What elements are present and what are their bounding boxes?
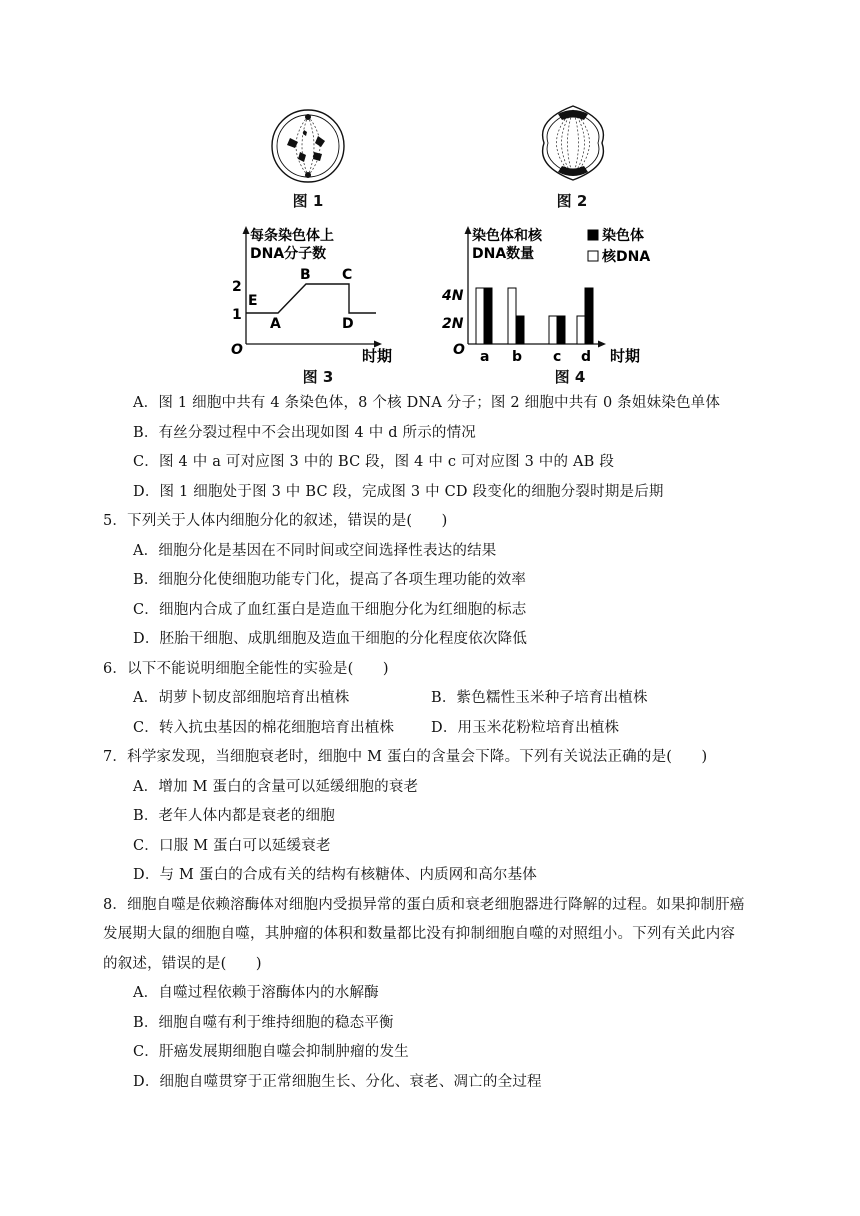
fig4-legend-swatch-chromosome xyxy=(588,230,598,240)
figure-1-caption: 图 1 xyxy=(292,192,324,210)
q5-option-a: A．细胞分化是基因在不同时间或空间选择性表达的结果 xyxy=(133,543,497,559)
fig3-label-E: E xyxy=(248,293,258,309)
fig4-legend-dna: 核DNA xyxy=(602,249,651,265)
fig4-legend-chromosome: 染色体 xyxy=(602,228,644,244)
fig3-origin: O xyxy=(231,342,243,358)
q7-option-d: D．与 M 蛋白的合成有关的结构有核糖体、内质网和高尔基体 xyxy=(133,867,537,883)
fig3-label-D: D xyxy=(342,316,354,332)
fig4-ylabel-line1: 染色体和核 xyxy=(472,228,542,244)
fig4-xtick-b: b xyxy=(512,349,523,365)
fig4-bars xyxy=(476,288,593,344)
q8-stem-line-1: 8．细胞自噬是依赖溶酶体对细胞内受损异常的蛋白质和衰老细胞器进行降解的过程。如果抑制肝癌 xyxy=(103,897,745,913)
q4-option-c: C．图 4 中 a 可对应图 3 中的 BC 段，图 4 中 c 可对应图 3 中的 AB 段 xyxy=(133,454,615,470)
q6-stem: 6．以下不能说明细胞全能性的实验是( ) xyxy=(103,661,389,677)
fig4-xticks xyxy=(480,349,591,365)
figure-2-cell-diagram xyxy=(534,100,612,186)
q7-stem: 7．科学家发现，当细胞衰老时，细胞中 M 蛋白的含量会下降。下列有关说法正确的是( ) xyxy=(103,749,708,765)
q7-option-b: B．老年人体内都是衰老的细胞 xyxy=(133,808,335,824)
figure-4-bar-chart xyxy=(442,224,680,366)
fig3-label-A: A xyxy=(270,316,281,332)
q8-option-c: C．肝癌发展期细胞自噬会抑制肿瘤的发生 xyxy=(133,1044,409,1060)
figure-2-caption: 图 2 xyxy=(556,192,588,210)
fig4-bar-c-chromosome xyxy=(557,316,565,344)
fig4-ytick-4N: 4N xyxy=(442,288,464,304)
fig4-bar-d-dna xyxy=(577,316,585,344)
fig4-bar-a-chromosome xyxy=(484,288,492,344)
fig3-data-line xyxy=(246,284,376,313)
q7-option-c: C．口服 M 蛋白可以延缓衰老 xyxy=(133,838,331,854)
figure-4-caption: 图 4 xyxy=(554,368,586,386)
fig4-bar-d-chromosome xyxy=(585,288,593,344)
q6-option-b: B．紫色糯性玉米种子培育出植株 xyxy=(431,690,648,706)
q8-stem-line-2: 发展期大鼠的细胞自噬，其肿瘤的体积和数量都比没有抑制细胞自噬的对照组小。下列有关此内容 xyxy=(103,926,736,942)
fig4-origin: O xyxy=(453,342,465,358)
fig4-y-arrow xyxy=(465,226,472,234)
q4-option-a: A．图 1 细胞中共有 4 条染色体，8 个核 DNA 分子；图 2 细胞中共有 0 条姐妹染色单体 xyxy=(133,395,721,411)
q7-option-a: A．增加 M 蛋白的含量可以延缓细胞的衰老 xyxy=(133,779,419,795)
q6-option-c: C．转入抗虫基因的棉花细胞培育出植株 xyxy=(133,720,395,736)
fig4-legend-swatch-dna xyxy=(588,251,598,261)
q8-option-a: A．自噬过程依赖于溶酶体内的水解酶 xyxy=(133,985,379,1001)
q5-stem: 5．下列关于人体内细胞分化的叙述，错误的是( ) xyxy=(103,513,448,529)
q8-option-b: B．细胞自噬有利于维持细胞的稳态平衡 xyxy=(133,1015,394,1031)
figure-3-line-chart xyxy=(228,224,450,366)
fig4-bar-b-dna xyxy=(508,288,516,344)
fig4-xtick-d: d xyxy=(581,349,592,365)
q5-option-d: D．胚胎干细胞、成肌细胞及造血干细胞的分化程度依次降低 xyxy=(133,631,528,647)
q5-option-b: B．细胞分化使细胞功能专门化，提高了各项生理功能的效率 xyxy=(133,572,527,588)
fig3-y-arrow xyxy=(243,226,250,234)
q5-option-c: C．细胞内合成了血红蛋白是造血干细胞分化为红细胞的标志 xyxy=(133,602,527,618)
q6-option-d: D．用玉米花粉粒培育出植株 xyxy=(431,720,620,736)
fig4-xtick-a: a xyxy=(480,349,490,365)
q6-option-a: A．胡萝卜韧皮部细胞培育出植株 xyxy=(133,690,350,706)
q8-stem-line-3: 的叙述，错误的是( ) xyxy=(103,956,262,972)
fig4-ylabel-line2: DNA数量 xyxy=(472,246,535,262)
fig3-label-C: C xyxy=(342,267,353,283)
q4-option-b: B．有丝分裂过程中不会出现如图 4 中 d 所示的情况 xyxy=(133,425,476,441)
fig3-ylabel-line1: 每条染色体上 xyxy=(250,228,334,244)
fig4-x-arrow xyxy=(598,341,606,348)
fig4-xlabel: 时期 xyxy=(610,347,641,365)
fig4-bar-c-dna xyxy=(549,316,557,344)
fig3-ylabel-line2: DNA分子数 xyxy=(250,246,327,262)
figure-3-caption: 图 3 xyxy=(302,368,334,386)
fig3-xlabel: 时期 xyxy=(362,347,393,365)
fig4-ytick-2N: 2N xyxy=(442,316,464,332)
fig3-label-B: B xyxy=(300,267,311,283)
fig3-ytick-2: 2 xyxy=(232,279,242,295)
q8-option-d: D．细胞自噬贯穿于正常细胞生长、分化、衰老、凋亡的全过程 xyxy=(133,1074,542,1090)
fig4-xtick-c: c xyxy=(553,349,562,365)
q4-option-d: D．图 1 细胞处于图 3 中 BC 段，完成图 3 中 CD 段变化的细胞分裂时期是后期 xyxy=(133,484,664,500)
figure-1-cell-diagram xyxy=(270,108,346,184)
fig3-ytick-1: 1 xyxy=(232,307,242,323)
fig4-bar-a-dna xyxy=(476,288,484,344)
fig4-bar-b-chromosome xyxy=(516,316,524,344)
